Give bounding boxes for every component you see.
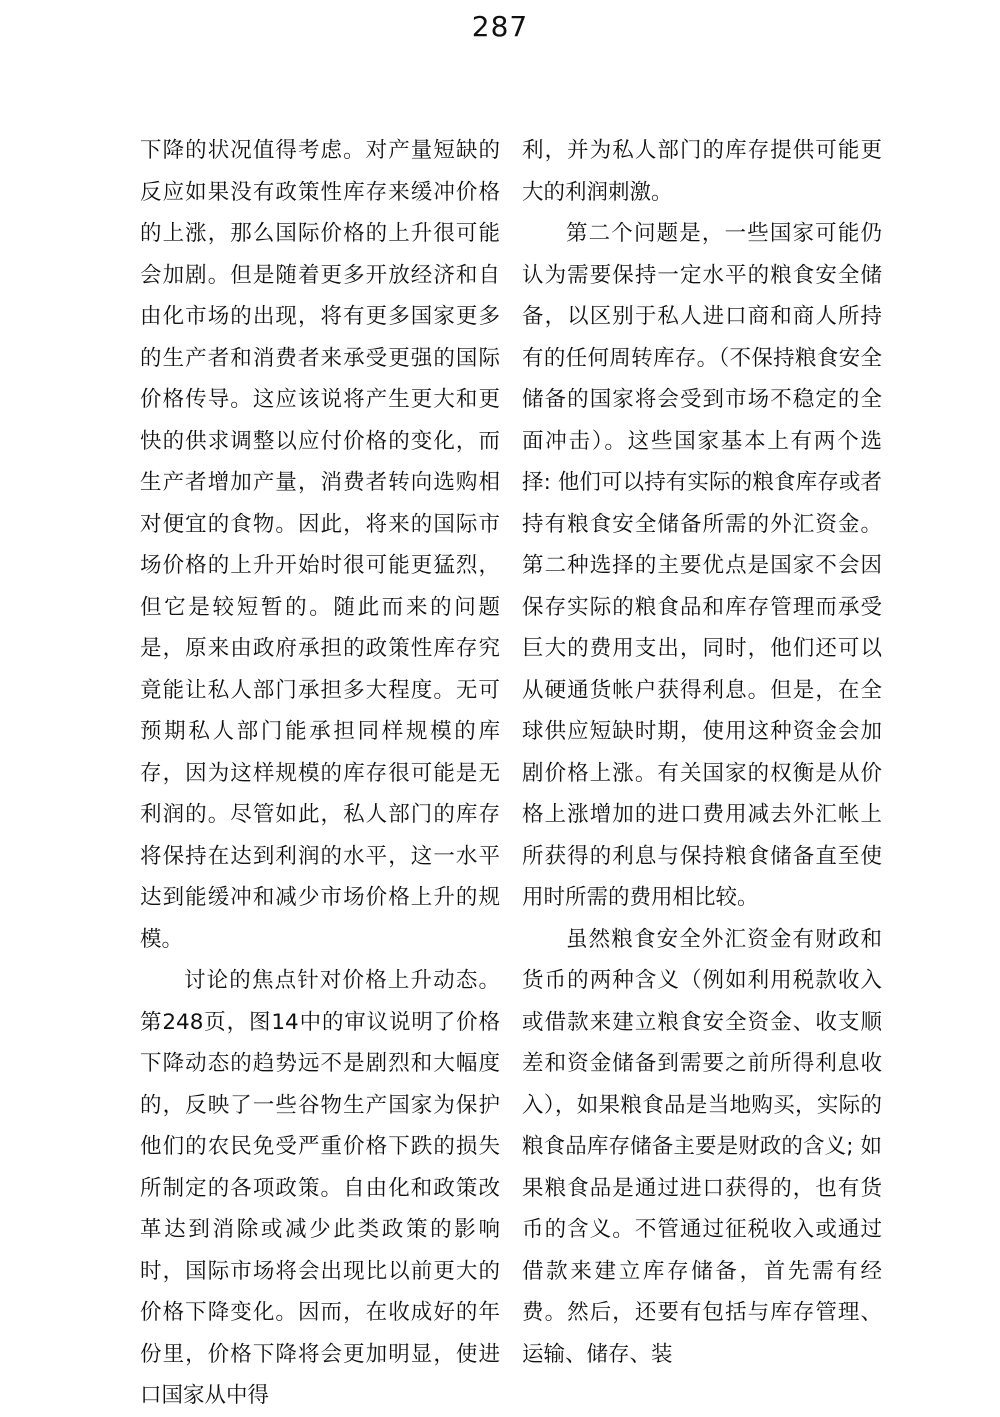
- paragraph: 讨论的焦点针对价格上升动态。第248页，图14中的审议说明了价格下降动态的趋势远不是剧烈和大幅度的，反映了一些谷物生产国家为保护他们的农民免受严重价格下跌的损失所制定的各项政策。自由化和政策改革达到消除或减少此类政策的影响时，国际市场将会出现比以前更大的价格下降变化。因而，在收成好的年份里，价格下降将会更加明显，使进口国家从中得: [140, 968, 500, 1408]
- page-number: 287: [471, 10, 529, 43]
- left-column: [140, 130, 500, 1408]
- right-column: [522, 130, 882, 1367]
- paragraph: 下降的状况值得考虑。对产量短缺的反应如果没有政策性库存来缓冲价格的上涨，那么国际价格的上升很可能会加剧。但是随着更多开放经济和自由化市场的出现，将有更多国家更多的生产者和消费者来承受更强的国际价格传导。这应该说将产生更大和更快的供求调整以应付价格的变化，而生产者增加产量，消费者转向选购相对便宜的食物。因此，将来的国际市场价格的上升开始时很可能更猛烈，但它是较短暂的。随此而来的问题是，原来由政府承担的政策性库存究竟能让私人部门承担多大程度。无可预期私人部门能承担同样规模的库存，因为这样规模的库存很可能是无利润的。尽管如此，私人部门的库存将保持在达到利润的水平，这一水平达到能缓冲和减少市场价格上升的规模。: [140, 138, 500, 952]
- paragraph: 利，并为私人部门的库存提供可能更大的利润刺激。: [522, 138, 882, 205]
- paragraph: 第二个问题是，一些国家可能仍认为需要保持一定水平的粮食安全储备，以区别于私人进口商和商人所持有的任何周转库存。（不保持粮食安全储备的国家将会受到市场不稳定的全面冲击）。这些国家基本上有两个选择: 他们可以持有实际的粮食库存或者持有粮食安全储备所需的外汇资金。第二种选择的主要优点是国家不会因保存实际的粮食品和库存管理而承受巨大的费用支出，同时，他们还可以从硬通货帐户获得利息。但是，在全球供应短缺时期，使用这种资金会加剧价格上涨。有关国家的权衡是从价格上涨增加的进口费用减去外汇帐上所获得的利息与保持粮食储备直至使用时所需的费用相比较。: [522, 221, 882, 910]
- text-columns: [0, 130, 1000, 1408]
- paragraph: 虽然粮食安全外汇资金有财政和货币的两种含义（例如利用税款收入或借款来建立粮食安全资金、收支顺差和资金储备到需要之前所得利息收入），如果粮食品是当地购买，实际的粮食品库存储备主要是财政的含义; 如果粮食品是通过进口获得的，也有货币的含义。不管通过征税收入或通过借款来建立库存储备，首先需有经费。然后，还要有包括与库存管理、运输、储存、装: [522, 926, 882, 1367]
